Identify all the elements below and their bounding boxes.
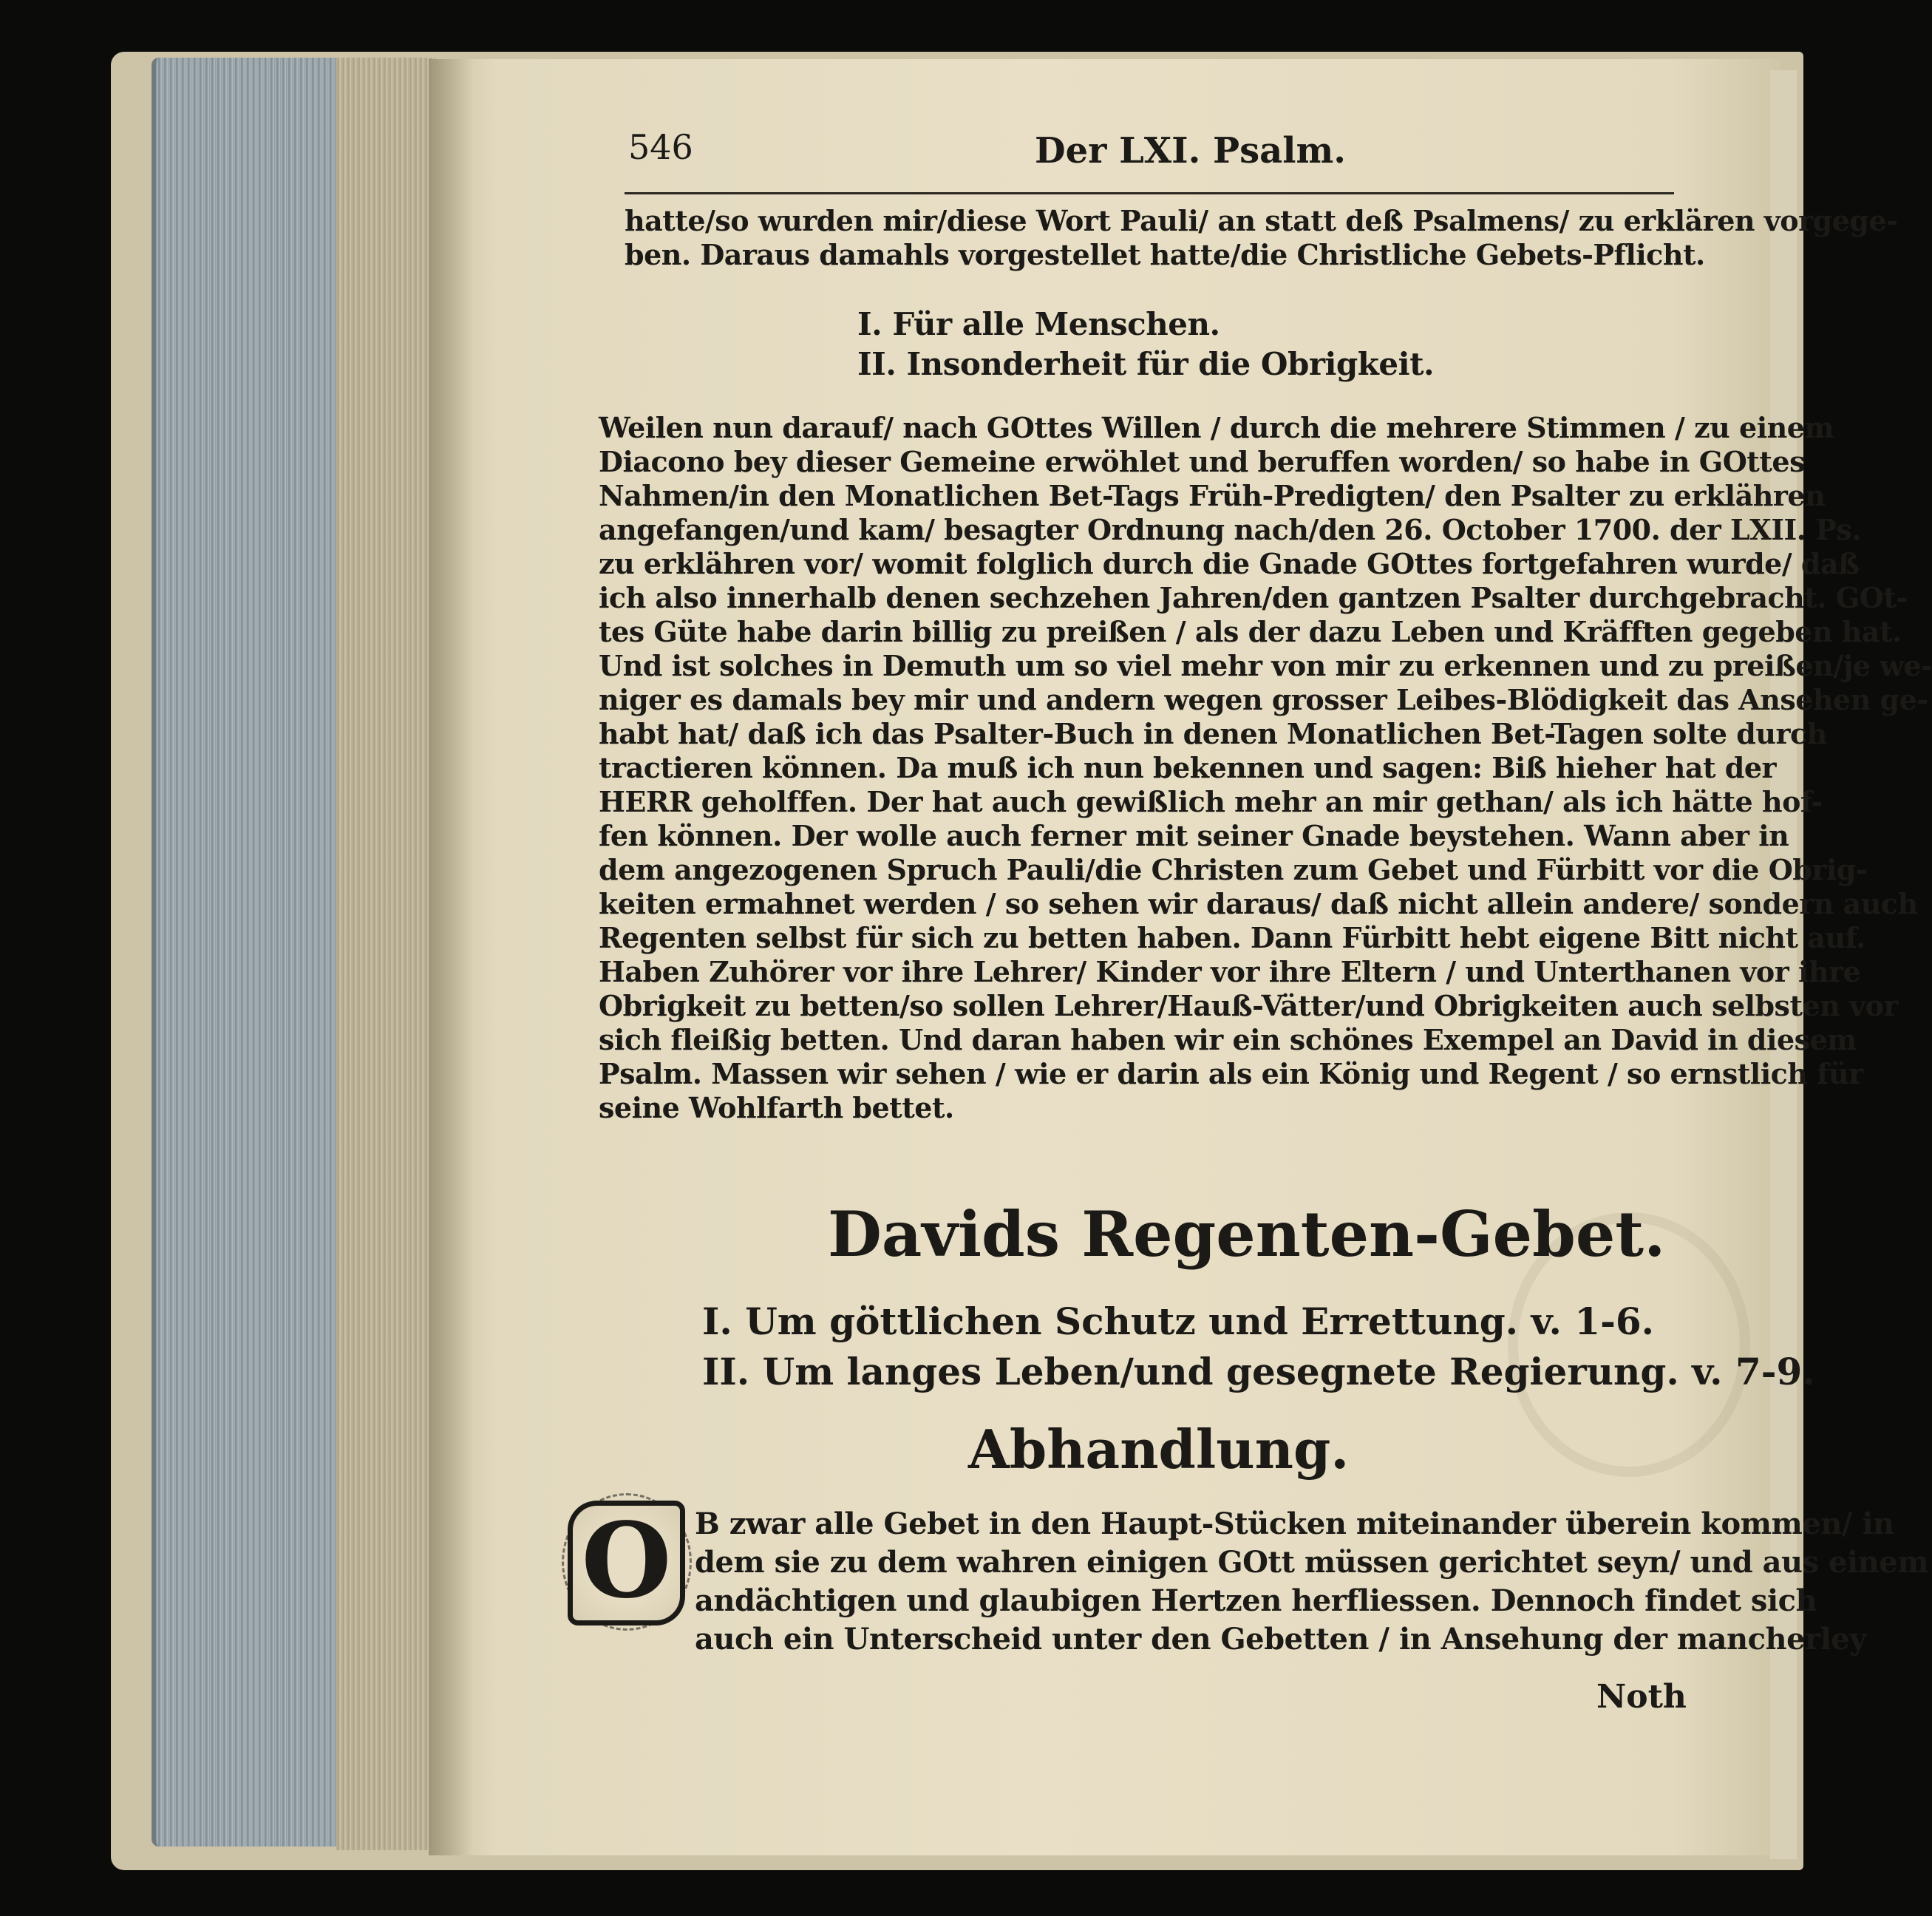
outline-item: I. Für alle Menschen.	[857, 306, 1220, 342]
body-line: Diacono bey dieser Gemeine erwöhlet und beruffen worden/ so habe in GOttes	[599, 445, 1805, 478]
intro-line: hatte/so wurden mir/diese Wort Pauli/ an statt deß Psalmens/ zu erklären vorgege-	[625, 204, 1898, 237]
body-line: Regenten selbst für sich zu betten haben. Dann Fürbitt hebt eigene Bitt nicht auf.	[599, 921, 1865, 954]
abhandlung-line: auch ein Unterscheid unter den Gebetten / in Ansehung der mancherley	[695, 1622, 1866, 1657]
page-edges-inner	[336, 58, 436, 1850]
body-line: ich also innerhalb denen sechzehen Jahren/den gantzen Psalter durchgebracht. GOt-	[599, 581, 1908, 614]
body-line: Nahmen/in den Monatlichen Bet-Tags Früh-Predigten/ den Psalter zu erklähren	[599, 479, 1826, 512]
intro-line: ben. Daraus damahls vorgestellet hatte/die Christliche Gebets-Pflicht.	[625, 238, 1705, 271]
abhandlung-heading: Abhandlung.	[968, 1418, 1350, 1481]
catchword: Noth	[1596, 1678, 1687, 1716]
body-line: angefangen/und kam/ besagter Ordnung nach/den 26. October 1700. der LXII. Ps.	[599, 513, 1861, 546]
body-line: fen können. Der wolle auch ferner mit seiner Gnade beystehen. Wann aber in	[599, 819, 1789, 852]
gutter-shadow	[429, 59, 473, 1855]
body-line: Psalm. Massen wir sehen / wie er darin als ein König und Regent / so ernstlich für	[599, 1057, 1863, 1090]
body-line: dem angezogenen Spruch Pauli/die Christen zum Gebet und Fürbitt vor die Obrig-	[599, 853, 1868, 886]
body-line: HERR geholffen. Der hat auch gewißlich mehr an mir gethan/ als ich hätte hof-	[599, 785, 1823, 818]
abhandlung-line: dem sie zu dem wahren einigen GOtt müssen gerichtet seyn/ und aus einem	[695, 1545, 1929, 1580]
body-line: tes Güte habe darin billig zu preißen / als der dazu Leben und Kräfften gegeben hat.	[599, 615, 1902, 648]
page-number: 546	[628, 127, 693, 167]
abhandlung-line: andächtigen und glaubigen Hertzen herfliessen. Dennoch findet sich	[695, 1583, 1817, 1618]
body-line: sich fleißig betten. Und daran haben wir ein schönes Exempel an David in diesem	[599, 1023, 1857, 1056]
body-line: habt hat/ daß ich das Psalter-Buch in denen Monatlichen Bet-Tagen solte durch	[599, 717, 1827, 750]
body-line: seine Wohlfarth bettet.	[599, 1091, 954, 1124]
body-line: niger es damals bey mir und andern wegen grosser Leibes-Blödigkeit das Ansehen ge-	[599, 683, 1928, 716]
section-item: II. Um langes Leben/und gesegnete Regierung. v. 7-9.	[702, 1350, 1815, 1393]
outline-item: II. Insonderheit für die Obrigkeit.	[857, 346, 1435, 382]
section-item: I. Um göttlichen Schutz und Errettung. v. 1-6.	[702, 1300, 1655, 1343]
drop-cap: O	[568, 1501, 685, 1625]
section-heading: Davids Regenten-Gebet.	[828, 1198, 1666, 1271]
header-rule	[625, 192, 1674, 194]
body-line: keiten ermahnet werden / so sehen wir daraus/ daß nicht allein andere/ sondern auch	[599, 887, 1918, 920]
running-title: Der LXI. Psalm.	[1035, 130, 1346, 171]
body-line: Haben Zuhörer vor ihre Lehrer/ Kinder vor ihre Eltern / und Unterthanen vor ihre	[599, 955, 1861, 988]
body-line: Und ist solches in Demuth um so viel mehr von mir zu erkennen und zu preißen/je we-	[599, 649, 1932, 682]
body-line: Obrigkeit zu betten/so sollen Lehrer/Hauß-Vätter/und Obrigkeiten auch selbsten vor	[599, 989, 1898, 1022]
abhandlung-line: B zwar alle Gebet in den Haupt-Stücken miteinander überein kommen/ in	[695, 1506, 1894, 1541]
body-line: tractieren können. Da muß ich nun bekennen und sagen: Biß hieher hat der	[599, 751, 1777, 784]
body-line: Weilen nun darauf/ nach GOttes Willen / durch die mehrere Stimmen / zu einem	[599, 411, 1834, 444]
body-line: zu erklähren vor/ womit folglich durch die Gnade GOttes fortgefahren wurde/ daß	[599, 547, 1860, 580]
